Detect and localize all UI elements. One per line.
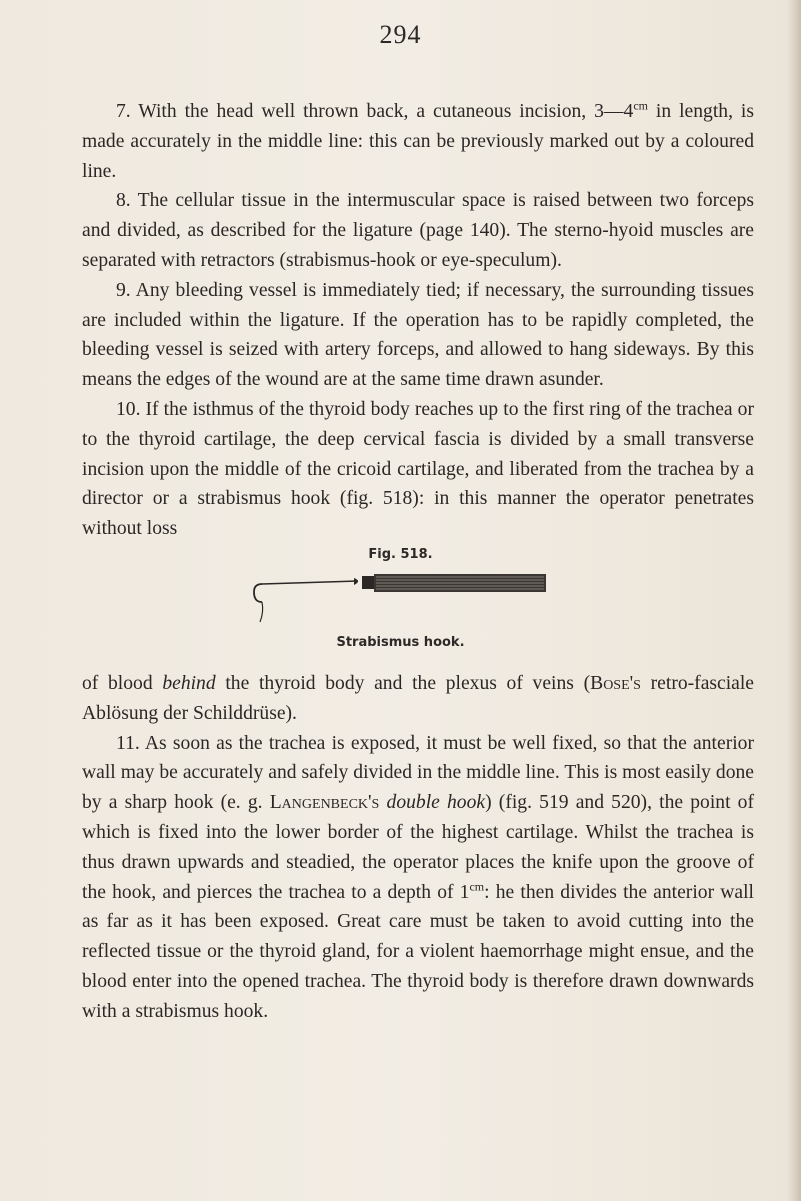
paragraph-11: 11. As soon as the trachea is exposed, it must be well fixed, so that the anterior wall may be accurately and safely divided in the middle line. This is most easily done by a sharp hook (e. g. Langenbeck's double hook) (fig. 519 and 520), the point of which is fixed into the lower border of the highest cartilage. Whilst the trachea is thus drawn upwards and steadied, the operator places the knife upon the groove of the hook, and pierces the trachea to a depth of $1^{cm}$: he then divides the anterior wall as far as it has been exposed. Great care must be taken to avoid cutting into the reflected tissue or the thyroid gland, for a violent haemorrhage might ensue, and the blood enter into the opened trachea. The thyroid body is therefore drawn downwards with a strabismus hook. — [82, 732, 754, 1022]
paragraph-10-continuation: of blood behind the thyroid body and the plexus of veins (Bose's retro-fasciale Ablösung der Schilddrüse). — [82, 673, 754, 724]
page-number: 294 — [379, 20, 422, 49]
paragraph-9: 9. Any bleeding vessel is immediately tied; if necessary, the surrounding tissues are included within the ligature. If the operation has to be rapidly completed, the bleeding vessel is seized with artery forceps, and allowed to hang sideways. By this means the edges of the wound are at the same time drawn asunder. — [82, 279, 754, 391]
unit-superscript: cm — [469, 879, 485, 894]
figure-caption: Fig. 518. — [368, 547, 433, 562]
text-block-top — [82, 97, 754, 544]
paragraph-7: 7. With the head well thrown back, a cutaneous incision, $3—4^{cm}$ in length, is made accurately in the middle line: this can be previously marked out by a coloured line. — [82, 98, 754, 182]
page-edge-shadow — [787, 0, 801, 1201]
paragraph-10: 10. If the isthmus of the thyroid body reaches up to the first ring of the trachea or to the thyroid cartilage, the deep cervical fascia is divided by a small transverse incision upon the middle of the cricoid cartilage, and liberated from the trachea by a director or a strabismus hook (fig. 518): in this manner the operator penetrates without loss — [82, 398, 754, 540]
figure-label: Strabismus hook. — [336, 635, 465, 650]
unit-superscript: cm — [633, 98, 648, 113]
paragraph-8: 8. The cellular tissue in the intermuscular space is raised between two forceps and divided, as described for the ligature (page 140). The sterno-hyoid muscles are separated with retractors (strabismus-hook or eye-speculum). — [82, 190, 754, 271]
text-block-bottom — [82, 669, 754, 1027]
strabismus-hook-illustration — [250, 572, 550, 632]
